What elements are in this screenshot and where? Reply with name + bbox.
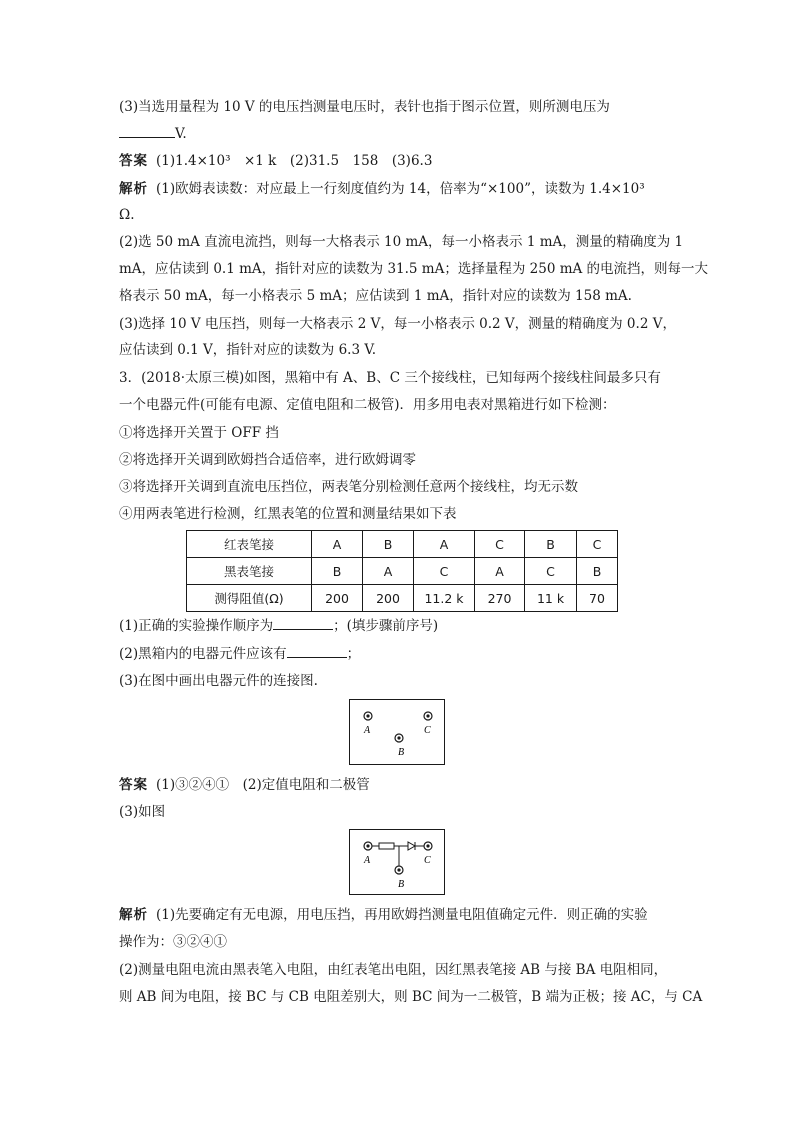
- row-header: 红表笔接: [187, 531, 312, 558]
- table-cell: 200: [312, 585, 363, 612]
- answer-blank: [119, 125, 175, 138]
- label-b: B: [398, 747, 405, 758]
- table-cell: C: [475, 531, 525, 558]
- table-cell: B: [525, 531, 577, 558]
- row-header: 测得阻值(Ω): [187, 585, 312, 612]
- text: ②将选择开关调到欧姆挡合适倍率，进行欧姆调零: [119, 452, 416, 468]
- table-cell: A: [414, 531, 475, 558]
- sub-question-1: [119, 617, 438, 635]
- label-c: C: [424, 855, 431, 866]
- text: 操作为：③②④①: [119, 934, 227, 950]
- connection-figure: [349, 829, 445, 895]
- table-cell: 11.2 k: [414, 585, 475, 612]
- text: (1)正确的实验操作顺序为: [119, 618, 274, 634]
- text: (2)选 50 mA 直流电流挡，则每一大格表示 10 mA，每一小格表示 1 mA，测量的精确度为 1: [119, 234, 684, 250]
- question-3a: [119, 369, 661, 387]
- text: (1)欧姆表读数：对应最上一行刻度值约为 14，倍率为“×100”，读数为 1.4×10³: [156, 181, 645, 197]
- explanation-label: 解析: [119, 907, 148, 923]
- text: (3)在图中画出电器元件的连接图.: [119, 673, 318, 689]
- explanation-3a: [119, 315, 676, 333]
- table-cell: B: [577, 558, 618, 585]
- table-cell: C: [577, 531, 618, 558]
- answer-2: [119, 776, 370, 794]
- step-4: [119, 505, 457, 523]
- label-b: B: [398, 879, 405, 890]
- table-cell: A: [312, 531, 363, 558]
- text: 则 AB 间为电阻，接 BC 与 CB 电阻差别大，则 BC 间为一二极管，B 端为正极；接 AC，与 CA: [119, 989, 703, 1005]
- text: (2)测量电阻电流由黑表笔入电阻，由红表笔出电阻，因红黑表笔接 AB 与接 BA 电阻相同，: [119, 962, 668, 978]
- diode-icon: [408, 842, 415, 850]
- label-c: C: [424, 725, 431, 736]
- answer-label: 答案: [119, 153, 148, 169]
- explanation-1a: [119, 180, 645, 198]
- text: (1)先要确定有无电源，用电压挡，再用欧姆挡测量电阻值确定元件．则正确的实验: [156, 907, 648, 923]
- terminals-diagram: [350, 700, 444, 764]
- question-part3-blank-line: [119, 125, 187, 143]
- answer-blank: [287, 645, 347, 658]
- explanation-2a: [119, 233, 683, 251]
- table-row: [187, 531, 618, 558]
- answer-1: [119, 152, 432, 170]
- explanation-1b: [119, 206, 134, 224]
- step-1: [119, 424, 279, 442]
- answer-text: (1)1.4×10³ ×1 k (2)31.5 158 (3)6.3: [156, 153, 433, 169]
- text: 一个电器元件(可能有电源、定值电阻和二极管)．用多用电表对黑箱进行如下检测：: [119, 397, 616, 413]
- table-cell: B: [312, 558, 363, 585]
- step-2: [119, 451, 416, 469]
- table-row: [187, 558, 618, 585]
- black-box-figure: [349, 699, 445, 765]
- text: ；(填步骤前序号): [333, 618, 439, 634]
- text: V.: [175, 126, 187, 142]
- table-cell: C: [414, 558, 475, 585]
- text: 应估读到 0.1 V，指针对应的读数为 6.3 V.: [119, 342, 377, 358]
- circuit-diagram: [350, 830, 444, 894]
- text: Ω.: [119, 207, 135, 223]
- table-cell: 270: [475, 585, 525, 612]
- label-a: A: [364, 725, 371, 736]
- explanation-5a: [119, 961, 667, 979]
- answer-text: (1)③②④① (2)定值电阻和二极管: [156, 777, 370, 793]
- text: ③将选择开关调到直流电压挡位，两表笔分别检测任意两个接线柱，均无示数: [119, 479, 578, 495]
- text: 3．(2018·太原三模)如图，黑箱中有 A、B、C 三个接线柱，已知每两个接线柱间最多只有: [119, 370, 661, 386]
- measurement-table: [186, 530, 618, 612]
- step-3: [119, 478, 578, 496]
- text: (3)当选用量程为 10 V 的电压挡测量电压时，表针也指于图示位置，则所测电压为: [119, 99, 610, 115]
- sub-question-2: [119, 645, 360, 663]
- text: 格表示 50 mA，每一小格表示 5 mA；应估读到 1 mA，指针对应的读数为 158 mA.: [119, 288, 632, 304]
- table-cell: A: [363, 558, 414, 585]
- table-cell: C: [525, 558, 577, 585]
- explanation-4a: [119, 906, 648, 924]
- text: ①将选择开关置于 OFF 挡: [119, 425, 279, 441]
- explanation-4b: [119, 933, 227, 951]
- text: mA，应估读到 0.1 mA，指针对应的读数为 31.5 mA；选择量程为 250 mA 的电流挡，则每一大: [119, 261, 709, 277]
- text: (3)选择 10 V 电压挡，则每一大格表示 2 V，每一小格表示 0.2 V，测量的精确度为 0.2 V，: [119, 316, 676, 332]
- answer-2-figure-caption: [119, 803, 165, 821]
- text: (2)黑箱内的电器元件应该有: [119, 646, 287, 662]
- explanation-3b: [119, 341, 376, 359]
- table-cell: B: [363, 531, 414, 558]
- table-cell: 200: [363, 585, 414, 612]
- row-header: 黑表笔接: [187, 558, 312, 585]
- explanation-2b: [119, 260, 708, 278]
- text: ④用两表笔进行检测，红黑表笔的位置和测量结果如下表: [119, 506, 457, 522]
- table-cell: 11 k: [525, 585, 577, 612]
- table-cell: A: [475, 558, 525, 585]
- explanation-2c: [119, 287, 632, 305]
- resistor-icon: [379, 843, 394, 849]
- table-cell: 70: [577, 585, 618, 612]
- question-part3-text: [119, 98, 610, 116]
- explanation-5b: [119, 988, 702, 1006]
- label-a: A: [364, 855, 371, 866]
- text: (3)如图: [119, 804, 166, 820]
- explanation-label: 解析: [119, 181, 148, 197]
- table-row: [187, 585, 618, 612]
- text: ；: [346, 646, 361, 662]
- sub-question-3: [119, 672, 318, 690]
- question-3b: [119, 396, 616, 414]
- answer-label: 答案: [119, 777, 148, 793]
- answer-blank: [273, 617, 333, 630]
